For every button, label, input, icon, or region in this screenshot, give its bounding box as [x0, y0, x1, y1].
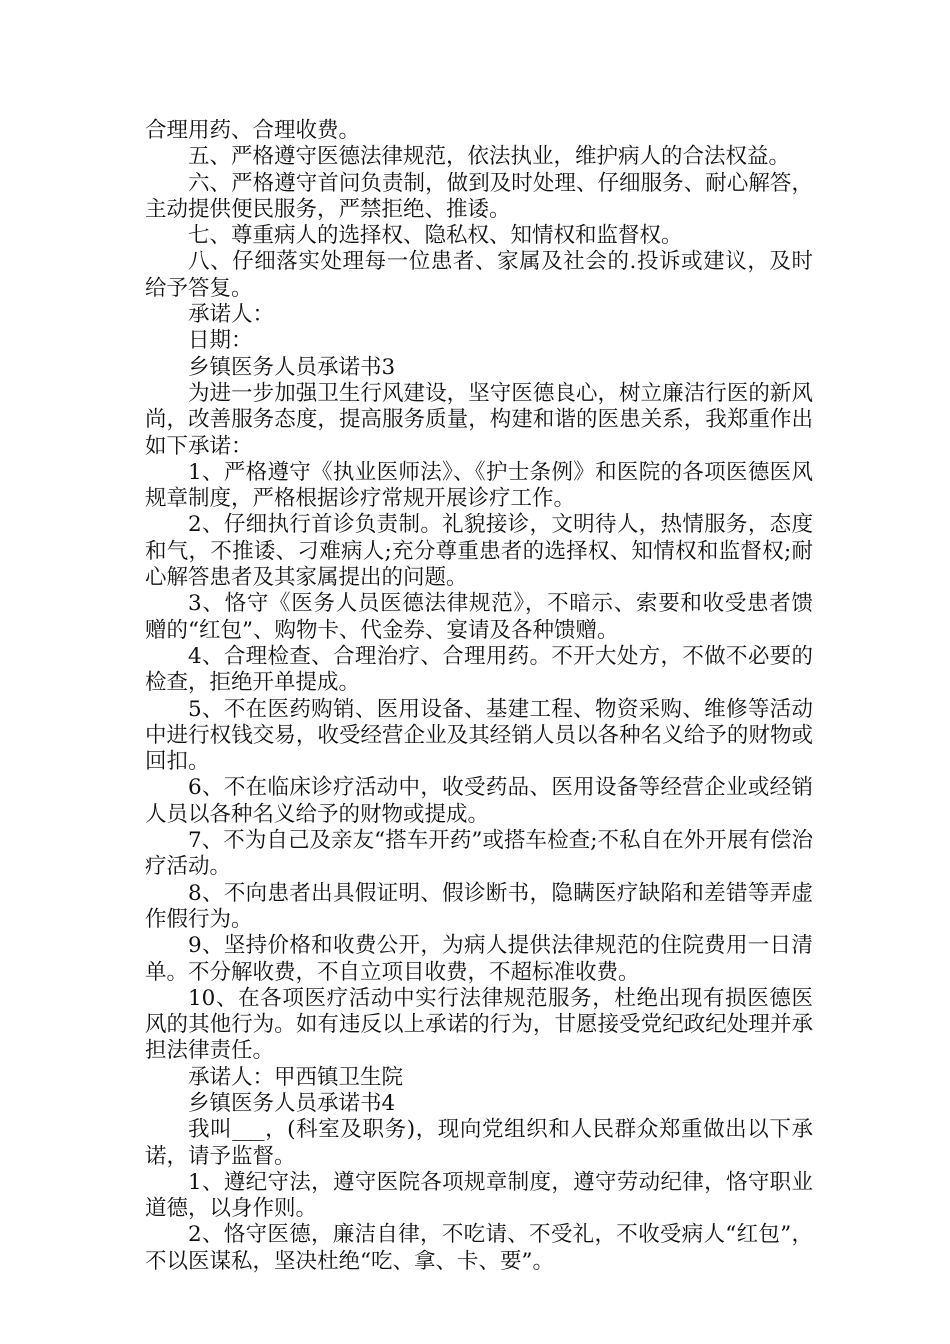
section-title: 乡镇医务人员承诺书4: [188, 1090, 396, 1116]
paragraph: 2、仔细执行首诊负责制。礼貌接诊，文明待人，热情服务，态度和气，不推诿、刁难病人;充分尊重患者的选择权、知情权和监督权;耐心解答患者及其家属提出的问题。: [145, 512, 813, 591]
paragraph: 我叫___，(科室及职务)，现向党组织和人民群众郑重做出以下承诺，请予监督。: [145, 1117, 813, 1169]
paragraph: 1、遵纪守法，遵守医院各项规章制度，遵守劳动纪律，恪守职业道德，以身作则。: [145, 1169, 813, 1222]
paragraph: 七、尊重病人的选择权、隐私权、知情权和监督权。: [188, 223, 683, 249]
paragraph: 4、合理检查、合理治疗、合理用药。不开大处方，不做不必要的检查，拒绝开单提成。: [145, 643, 813, 696]
signatory-label: 承诺人：甲西镇卫生院: [188, 1064, 404, 1090]
section-title: 乡镇医务人员承诺书3: [188, 354, 396, 380]
paragraph: 8、不向患者出具假证明、假诊断书，隐瞒医疗缺陷和差错等弄虚作假行为。: [145, 880, 813, 932]
signatory-label: 承诺人：: [188, 302, 275, 328]
paragraph: 10、在各项医疗活动中实行法律规范服务，杜绝出现有损医德医风的其他行为。如有违反以上承诺的行为，甘愿接受党纪政纪处理并承担法律责任。: [145, 985, 813, 1064]
paragraph: 7、不为自己及亲友“搭车开药”或搭车检查;不私自在外开展有偿治疗活动。: [145, 828, 813, 880]
document-body: [145, 118, 813, 1275]
date-label: 日期：: [188, 328, 253, 354]
paragraph: 合理用药、合理收费。: [145, 118, 361, 143]
paragraph: 9、坚持价格和收费公开，为病人提供法律规范的住院费用一日清单。不分解收费，不自立项目收费，不超标准收费。: [145, 933, 813, 985]
paragraph: 3、恪守《医务人员医德法律规范》，不暗示、索要和收受患者馈赠的“红包”、购物卡、代金券、宴请及各种馈赠。: [145, 591, 813, 643]
paragraph: 八、仔细落实处理每一位患者、家属及社会的.投诉或建议，及时给予答复。: [145, 249, 813, 301]
paragraph: 六、严格遵守首问负责制，做到及时处理、仔细服务、耐心解答，主动提供便民服务，严禁拒绝、推诿。: [145, 170, 813, 222]
paragraph: 5、不在医药购销、医用设备、基建工程、物资采购、维修等活动中进行权钱交易，收受经营企业及其经销人员以各种名义给予的财物或回扣。: [145, 696, 813, 775]
paragraph: 2、恪守医德，廉洁自律，不吃请、不受礼，不收受病人“红包”，不以医谋私，坚决杜绝“吃、拿、卡、要”。: [145, 1222, 813, 1274]
paragraph: 6、不在临床诊疗活动中，收受药品、医用设备等经营企业或经销人员以各种名义给予的财物或提成。: [145, 775, 813, 827]
paragraph: 1、严格遵守《执业医师法》、《护士条例》和医院的各项医德医风规章制度，严格根据诊疗常规开展诊疗工作。: [145, 459, 813, 512]
paragraph: 五、严格遵守医德法律规范，依法执业，维护病人的合法权益。: [188, 144, 791, 170]
paragraph: 为进一步加强卫生行风建设，坚守医德良心，树立廉洁行医的新风尚，改善服务态度，提高服务质量，构建和谐的医患关系，我郑重作出如下承诺：: [145, 380, 813, 459]
